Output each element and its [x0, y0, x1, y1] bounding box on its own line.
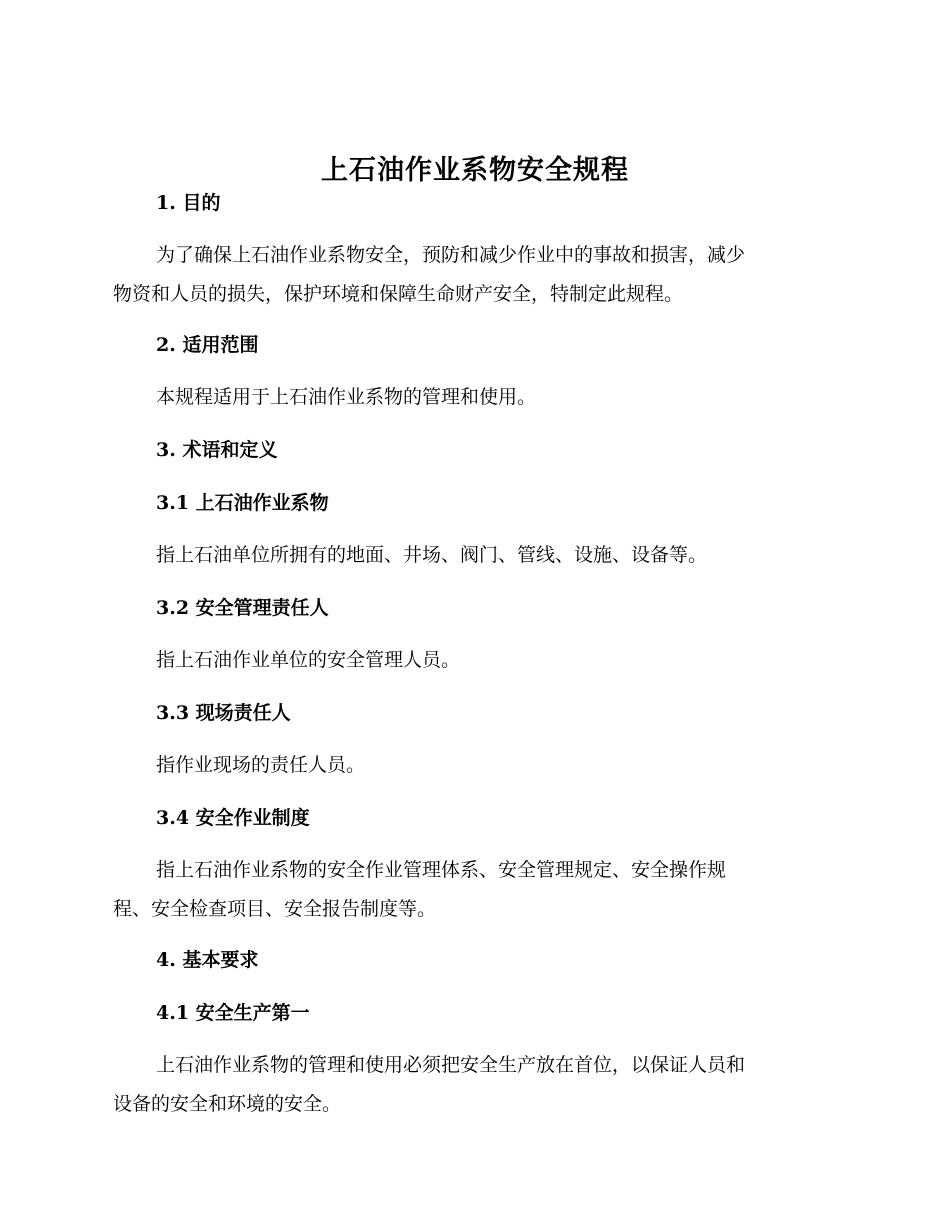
paragraph-line: 设备的安全和环境的安全。: [113, 1093, 342, 1115]
paragraph-line: 指上石油作业系物的安全作业管理体系、安全管理规定、安全操作规: [156, 859, 727, 881]
subsection-heading: 3.2 安全管理责任人: [156, 597, 329, 619]
section-heading: 1. 目的: [156, 192, 221, 214]
paragraph-line: 物资和人员的损失，保护环境和保障生命财产安全，特制定此规程。: [113, 283, 684, 305]
paragraph-line: 指上石油单位所拥有的地面、井场、阀门、管线、设施、设备等。: [156, 544, 708, 566]
paragraph-line: 指上石油作业单位的安全管理人员。: [156, 649, 461, 671]
subsection-heading: 3.3 现场责任人: [156, 702, 291, 724]
section-heading: 4. 基本要求: [156, 949, 259, 971]
section-heading: 2. 适用范围: [156, 334, 259, 356]
paragraph-line: 为了确保上石油作业系物安全，预防和减少作业中的事故和损害，减少: [156, 244, 746, 266]
section-heading: 3. 术语和定义: [156, 439, 278, 461]
document-title: 上石油作业系物安全规程: [321, 155, 629, 186]
paragraph-line: 上石油作业系物的管理和使用必须把安全生产放在首位，以保证人员和: [156, 1054, 746, 1076]
subsection-heading: 3.4 安全作业制度: [156, 807, 310, 829]
paragraph-line: 程、安全检查项目、安全报告制度等。: [113, 898, 437, 920]
subsection-heading: 4.1 安全生产第一: [156, 1002, 310, 1024]
paragraph-line: 指作业现场的责任人员。: [156, 754, 366, 776]
subsection-heading: 3.1 上石油作业系物: [156, 492, 329, 514]
paragraph-line: 本规程适用于上石油作业系物的管理和使用。: [156, 386, 537, 408]
